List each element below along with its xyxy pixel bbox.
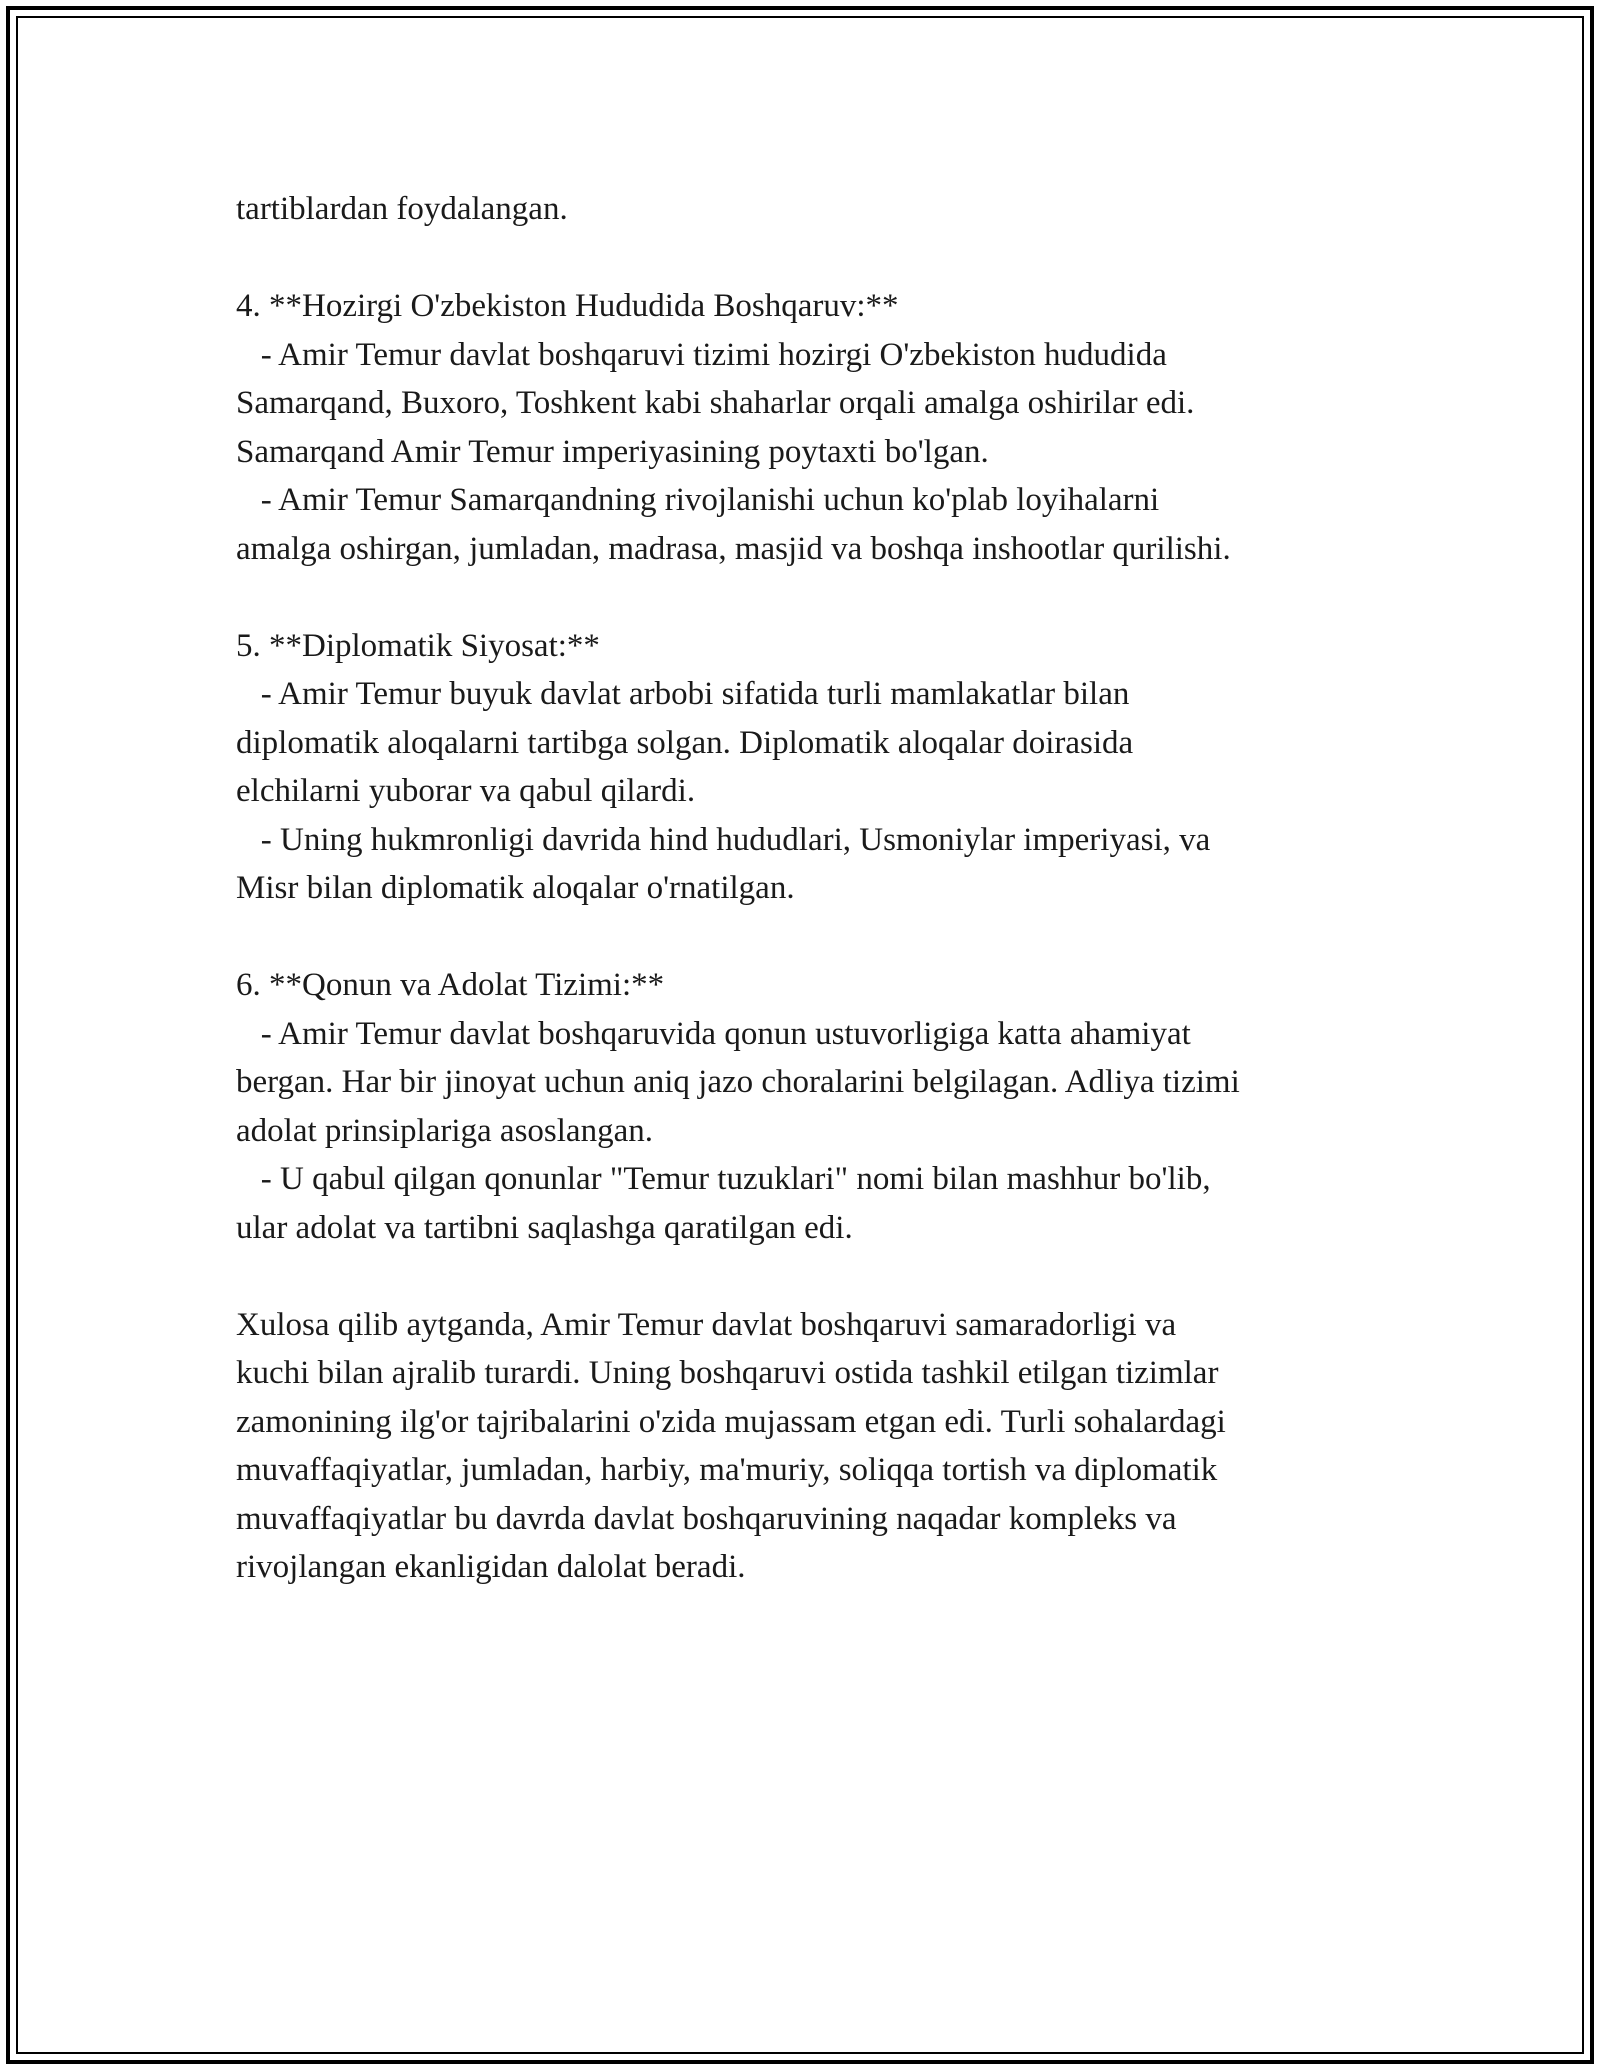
- text-line: amalga oshirgan, jumladan, madrasa, masjid va boshqa inshootlar qurilishi.: [236, 530, 1231, 567]
- conclusion-line: zamonining ilg'or tajribalarini o'zida mujassam etgan edi. Turli sohalardagi: [236, 1403, 1226, 1440]
- document-body: [236, 185, 1406, 1592]
- blank-line: [236, 1252, 1406, 1301]
- text-line: - Amir Temur davlat boshqaruvida qonun ustuvorligiga katta ahamiyat: [236, 1015, 1191, 1052]
- conclusion-line: muvaffaqiyatlar bu davrda davlat boshqaruvining naqadar kompleks va: [236, 1500, 1177, 1537]
- text-line: bergan. Har bir jinoyat uchun aniq jazo choralarini belgilagan. Adliya tizimi: [236, 1064, 1240, 1100]
- text-line: - U qabul qilgan qonunlar "Temur tuzuklari" nomi bilan mashhur bo'lib,: [236, 1161, 1211, 1197]
- conclusion-line: muvaffaqiyatlar, jumladan, harbiy, ma'muriy, soliqqa tortish va diplomatik: [236, 1452, 1218, 1488]
- section-heading: 6. **Qonun va Adolat Tizimi:**: [236, 967, 665, 1003]
- text-line: - Amir Temur buyuk davlat arbobi sifatida turli mamlakatlar bilan: [236, 676, 1130, 712]
- blank-line: [236, 573, 1406, 622]
- text-line: diplomatik aloqalarni tartibga solgan. Diplomatik aloqalar doirasida: [236, 724, 1134, 761]
- section-heading: 4. **Hozirgi O'zbekiston Hududida Boshqaruv:**: [236, 288, 899, 324]
- text-line: ular adolat va tartibni saqlashga qaratilgan edi.: [236, 1209, 853, 1246]
- text-line: elchilarni yuborar va qabul qilardi.: [236, 773, 696, 809]
- text-line: - Amir Temur davlat boshqaruvi tizimi hozirgi O'zbekiston hududida: [236, 336, 1167, 373]
- text-line: Samarqand, Buxoro, Toshkent kabi shaharlar orqali amalga oshirilar edi.: [236, 385, 1195, 421]
- text-line: - Amir Temur Samarqandning rivojlanishi uchun ko'plab loyihalarni: [236, 482, 1160, 518]
- text-line: Samarqand Amir Temur imperiyasining poytaxti bo'lgan.: [236, 433, 989, 470]
- blank-line: [236, 913, 1406, 962]
- text-line: Misr bilan diplomatik aloqalar o'rnatilgan.: [236, 870, 795, 906]
- text-line: tartiblardan foydalangan.: [236, 191, 568, 227]
- blank-line: [236, 234, 1406, 283]
- section-heading: 5. **Diplomatik Siyosat:**: [236, 627, 600, 664]
- text-line: adolat prinsiplariga asoslangan.: [236, 1112, 653, 1149]
- conclusion-line: kuchi bilan ajralib turardi. Uning boshqaruvi ostida tashkil etilgan tizimlar: [236, 1355, 1219, 1391]
- text-line: - Uning hukmronligi davrida hind hududlari, Usmoniylar imperiyasi, va: [236, 821, 1211, 858]
- conclusion-line: rivojlangan ekanligidan dalolat beradi.: [236, 1549, 746, 1585]
- conclusion-line: Xulosa qilib aytganda, Amir Temur davlat boshqaruvi samaradorligi va: [236, 1306, 1177, 1343]
